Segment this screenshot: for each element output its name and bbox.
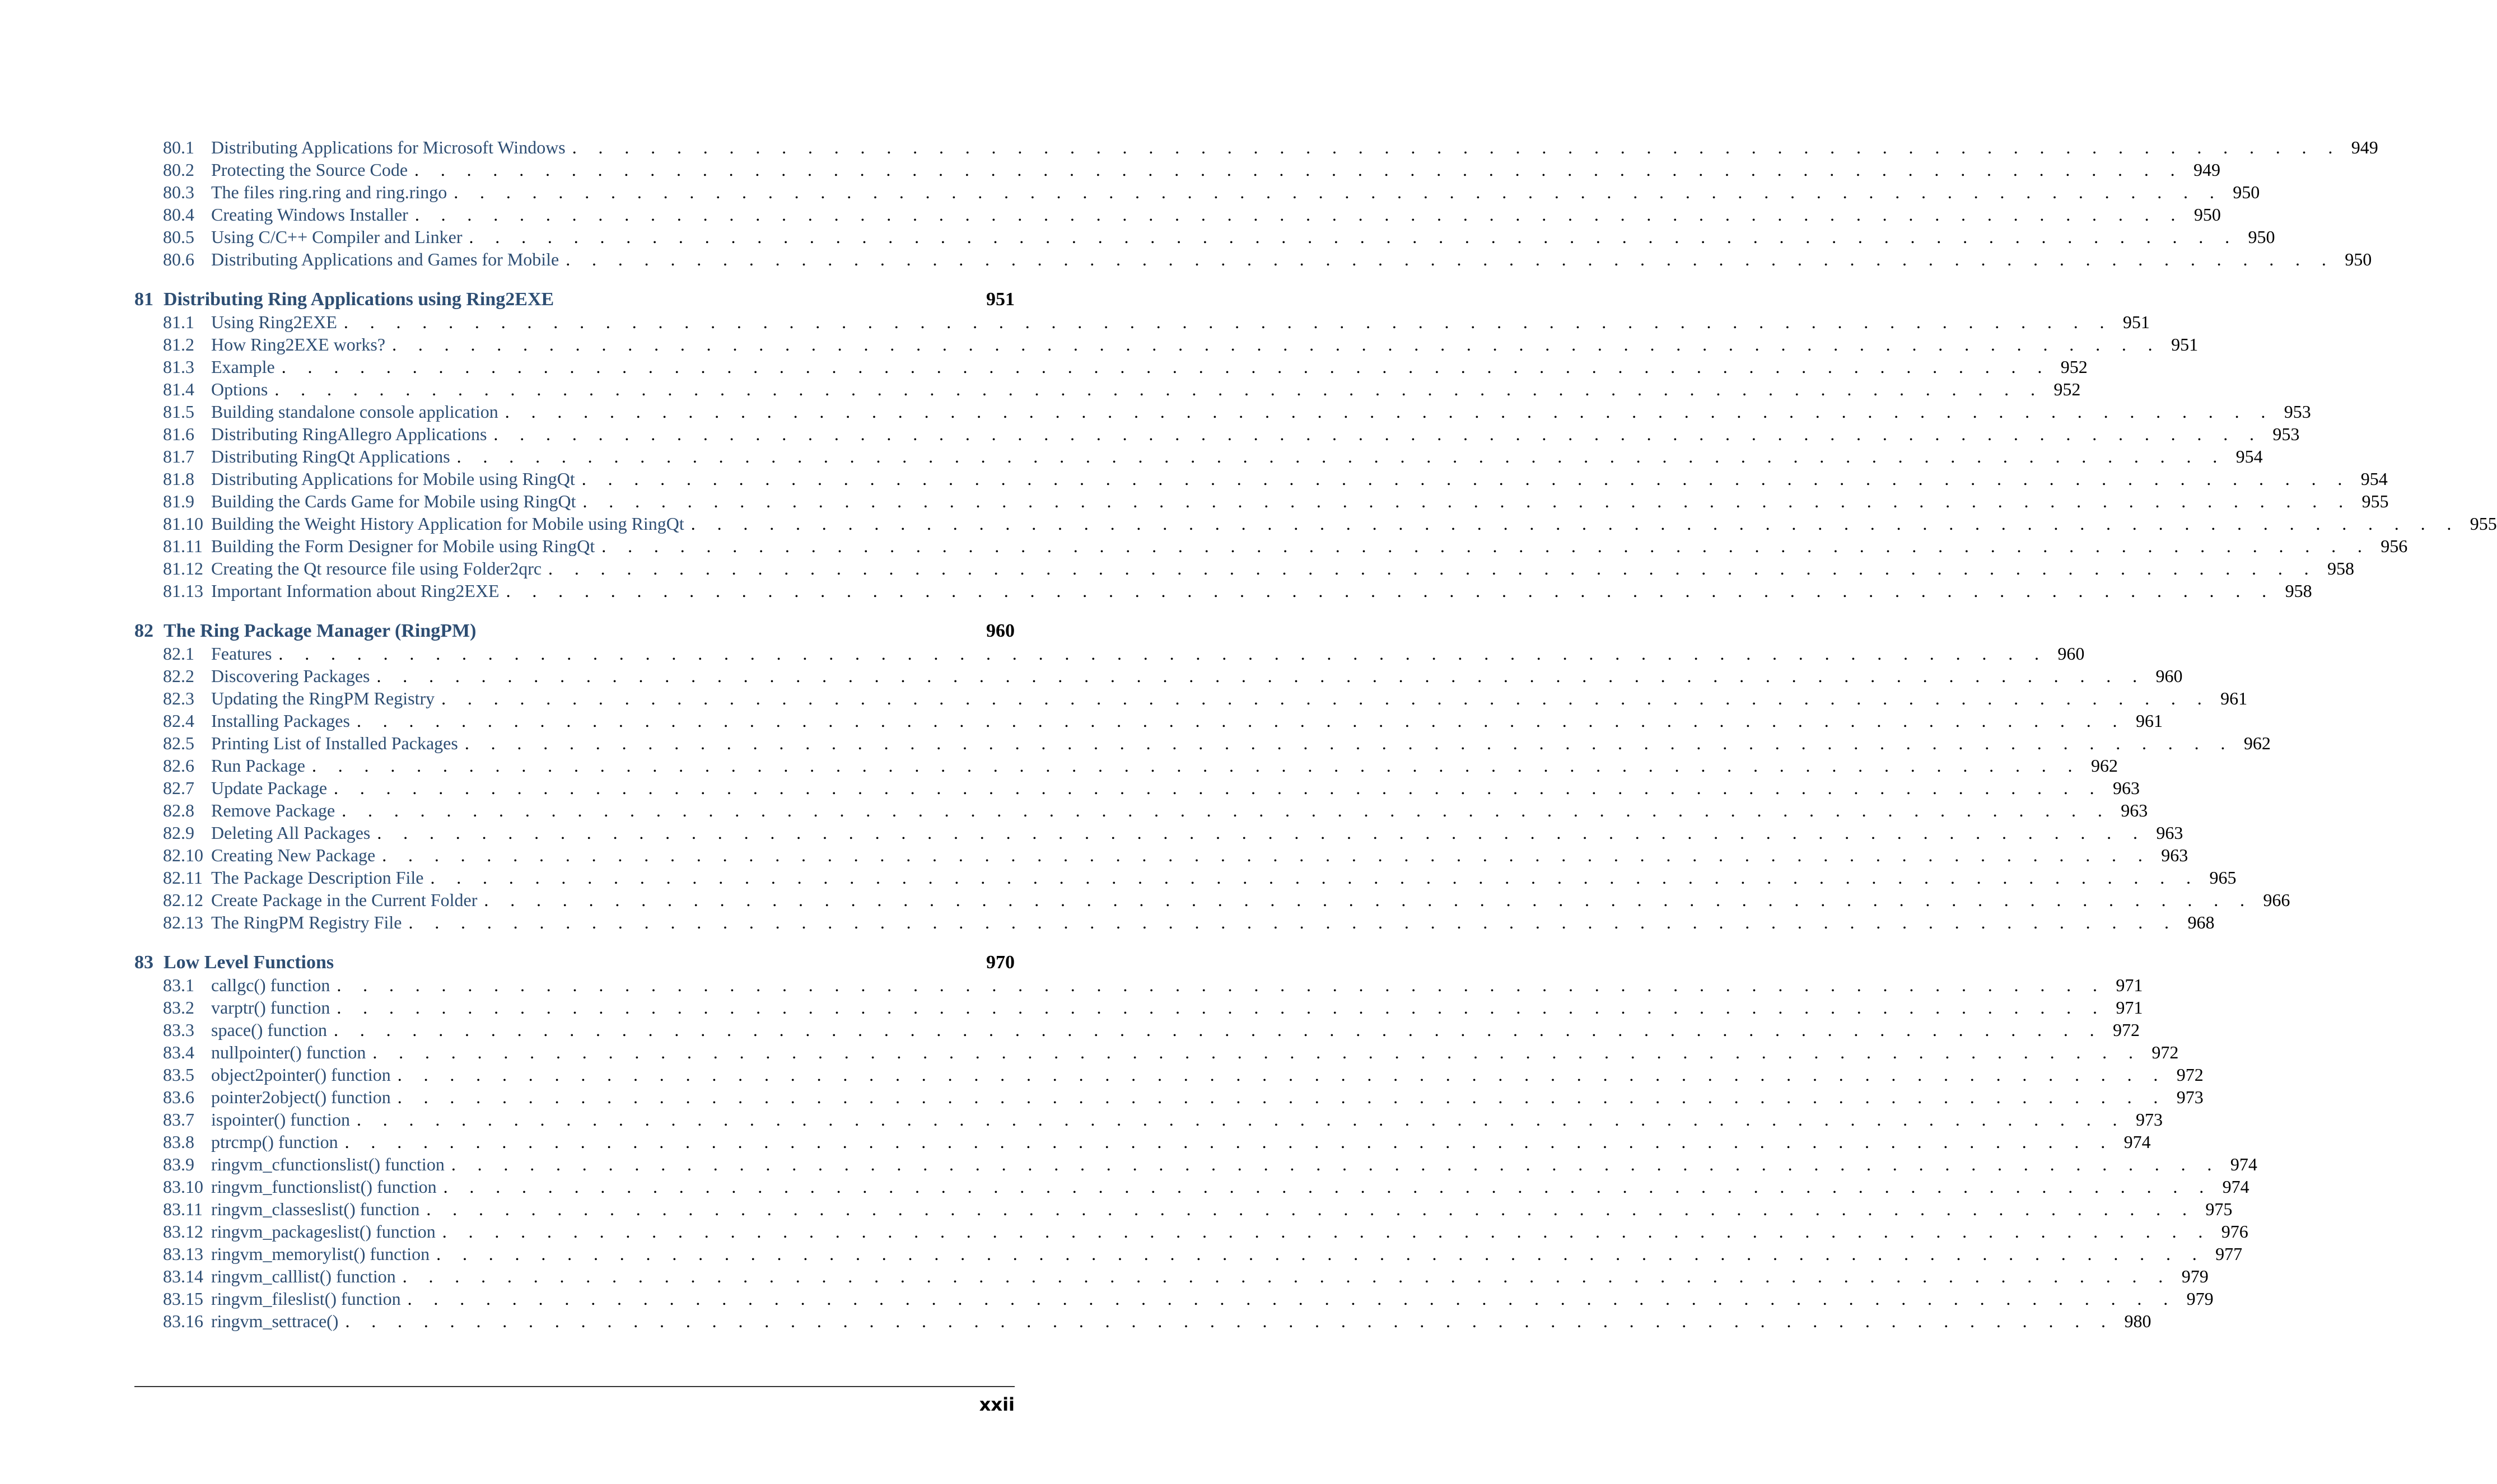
page-number: 963: [2156, 823, 2183, 843]
section-number: 80.1: [163, 137, 194, 157]
section-title-link[interactable]: ringvm_packageslist() function: [211, 1221, 436, 1242]
page-number: 974: [2230, 1154, 2257, 1174]
section-title-link[interactable]: ringvm_fileslist() function: [211, 1289, 401, 1309]
dot-leader: . . . . . . . . . . . . . . . . . . . . . . . . . . . . . . . . . . . . . . . . . . . . . . . . . . . . . . . . . . . . . . . . . . . .: [408, 912, 2178, 932]
section-title-link[interactable]: Update Package: [211, 778, 328, 798]
section-title-link[interactable]: ispointer() function: [211, 1109, 350, 1130]
section-title-link[interactable]: Options: [211, 379, 268, 399]
section-number: 82.4: [163, 711, 194, 731]
section-number: 80.6: [163, 249, 194, 269]
section-title-link[interactable]: object2pointer() function: [211, 1065, 391, 1085]
dot-leader: . . . . . . . . . . . . . . . . . . . . . . . . . . . . . . . . . . . . . . . . . . . . . . . . . . . . . . . . . . . . . . . . . . . .: [397, 1087, 2167, 1107]
toc-entry[interactable]: [134, 490, 2389, 512]
page-number: 953: [2272, 424, 2300, 444]
page-number: 979: [2186, 1289, 2214, 1309]
chapter-heading[interactable]: [134, 620, 1015, 642]
footer-divider: [134, 1386, 1015, 1387]
table-of-contents: [134, 136, 2497, 1350]
toc-entry[interactable]: [134, 777, 2140, 799]
section-title-link[interactable]: Example: [211, 357, 275, 377]
section-number: 83.1: [163, 975, 194, 995]
section-title-link[interactable]: How Ring2EXE works?: [211, 334, 386, 354]
dot-leader: . . . . . . . . . . . . . . . . . . . . . . . . . . . . . . . . . . . . . . . . . . . . . . . . . . . . . . . . . . . . . . . . . . . .: [426, 1199, 2196, 1219]
chapter-number: 82: [134, 620, 153, 641]
page-number: 953: [2284, 402, 2311, 422]
page-number: 974: [2123, 1132, 2151, 1152]
page-number: 961: [2220, 688, 2248, 708]
toc-entry[interactable]: [134, 468, 2388, 490]
section-number: 80.3: [163, 182, 194, 202]
page-number: 972: [2151, 1042, 2179, 1062]
toc-entry[interactable]: [134, 226, 2275, 248]
page-number: 954: [2360, 469, 2388, 489]
page-number: 966: [2263, 890, 2290, 910]
section-title-link[interactable]: The Package Description File: [211, 867, 424, 888]
section-title-link[interactable]: ringvm_classeslist() function: [211, 1199, 420, 1219]
section-number: 82.11: [163, 867, 203, 888]
section-title-link[interactable]: Installing Packages: [211, 711, 350, 731]
toc-entry[interactable]: [134, 181, 2260, 203]
section-number: 82.5: [163, 733, 194, 753]
toc-entry[interactable]: [134, 799, 2148, 822]
dot-leader: . . . . . . . . . . . . . . . . . . . . . . . . . . . . . . . . . . . . . . . . . . . . . . . . . . . . . . . . . . . . . . . . . . . .: [442, 1221, 2211, 1242]
dot-leader: . . . . . . . . . . . . . . . . . . . . . . . . . . . . . . . . . . . . . . . . . . . . . . . . . . . . . . . . . . . . . . . . . . . .: [397, 1065, 2167, 1085]
dot-leader: . . . . . . . . . . . . . . . . . . . . . . . . . . . . . . . . . . . . . . . . . . . . . . . . . . . . . . . . . . . . . . . . . . . .: [572, 137, 2341, 157]
page-number: 961: [2135, 711, 2163, 731]
section-title-link[interactable]: ringvm_memorylist() function: [211, 1244, 430, 1264]
chapter-title-link[interactable]: Distributing Ring Applications using Ring2EXE: [164, 289, 554, 310]
dot-leader: . . . . . . . . . . . . . . . . . . . . . . . . . . . . . . . . . . . . . . . . . . . . . . . . . . . . . . . . . . . . . . . . . . . .: [376, 666, 2146, 686]
page-number: 956: [2381, 536, 2408, 556]
chapter-entries: [134, 311, 2497, 602]
section-title-link[interactable]: varptr() function: [211, 997, 330, 1018]
section-title-link[interactable]: Creating Windows Installer: [211, 204, 408, 225]
chapter-page-number: 970: [986, 952, 1015, 973]
toc-entry[interactable]: [134, 996, 2143, 1019]
page-number: 980: [2124, 1311, 2151, 1331]
section-title-link[interactable]: ringvm_calllist() function: [211, 1266, 396, 1286]
toc-entry[interactable]: [134, 1041, 2179, 1063]
toc-entry[interactable]: [134, 1153, 2257, 1175]
section-number: 83.13: [163, 1244, 203, 1264]
page-number: 949: [2351, 137, 2378, 157]
page-number: 951: [2122, 312, 2150, 332]
section-title-link[interactable]: Updating the RingPM Registry: [211, 688, 435, 708]
section-number: 82.6: [163, 755, 194, 776]
toc-entry[interactable]: [134, 974, 2143, 996]
page-number: 952: [2060, 357, 2088, 377]
dot-leader: . . . . . . . . . . . . . . . . . . . . . . . . . . . . . . . . . . . . . . . . . . . . . . . . . . . . . . . . . . . . . . . . . . . .: [382, 845, 2151, 865]
dot-leader: . . . . . . . . . . . . . . . . . . . . . . . . . . . . . . . . . . . . . . . . . . . . . . . . . . . . . . . . . . . . . . . . . . . .: [581, 469, 2351, 489]
chapter-number: 83: [134, 952, 153, 973]
section-title-link[interactable]: Distributing RingQt Applications: [211, 446, 450, 466]
section-title-link[interactable]: Deleting All Packages: [211, 823, 371, 843]
toc-entry[interactable]: [134, 1086, 2204, 1108]
dot-leader: . . . . . . . . . . . . . . . . . . . . . . . . . . . . . . . . . . . . . . . . . . . . . . . . . . . . . . . . . . . . . . . . . . . .: [311, 755, 2081, 776]
section-number: 82.10: [163, 845, 203, 865]
page-number: 971: [2116, 997, 2143, 1018]
section-number: 82.1: [163, 643, 194, 664]
page-number: 965: [2209, 867, 2237, 888]
toc-entry[interactable]: [134, 889, 2290, 911]
chapter-83: [134, 951, 2257, 1332]
section-number: 81.4: [163, 379, 194, 399]
page-number: 950: [2193, 204, 2221, 225]
section-title-link[interactable]: Using C/C++ Compiler and Linker: [211, 227, 463, 247]
dot-leader: . . . . . . . . . . . . . . . . . . . . . . . . . . . . . . . . . . . . . . . . . . . . . . . . . . . . . . . . . . . . . . . . . . . .: [345, 1311, 2115, 1331]
page-number: 963: [2113, 778, 2140, 798]
page-number: 958: [2285, 581, 2312, 601]
chapter-entries: [134, 136, 2378, 270]
chapter-82: [134, 620, 2290, 934]
dot-leader: . . . . . . . . . . . . . . . . . . . . . . . . . . . . . . . . . . . . . . . . . . . . . . . . . . . . . . . . . . . . . . . . . . . .: [493, 424, 2263, 444]
toc-entry[interactable]: [134, 158, 2221, 181]
chapter-number: 81: [134, 289, 153, 310]
section-title-link[interactable]: Run Package: [211, 755, 305, 776]
dot-leader: . . . . . . . . . . . . . . . . . . . . . . . . . . . . . . . . . . . . . . . . . . . . . . . . . . . . . . . . . . . . . . . . . . . .: [402, 1266, 2172, 1286]
toc-entry[interactable]: [134, 844, 2188, 866]
section-title-link[interactable]: callgc() function: [211, 975, 330, 995]
page-number: 962: [2243, 733, 2271, 753]
page-number: 949: [2193, 160, 2221, 180]
dot-leader: . . . . . . . . . . . . . . . . . . . . . . . . . . . . . . . . . . . . . . . . . . . . . . . . . . . . . . . . . . . . . . . . . . . .: [377, 823, 2146, 843]
section-number: 83.8: [163, 1132, 194, 1152]
toc-entry[interactable]: [134, 687, 2248, 710]
page-number: 950: [2233, 182, 2260, 202]
toc-entry[interactable]: [134, 754, 2118, 777]
section-title-link[interactable]: Remove Package: [211, 800, 335, 820]
section-number: 81.5: [163, 402, 194, 422]
section-title-link[interactable]: Distributing Applications for Mobile using RingQt: [211, 469, 575, 489]
section-number: 80.2: [163, 160, 194, 180]
page-number: 955: [2470, 514, 2497, 534]
toc-entry[interactable]: [134, 732, 2271, 754]
section-number: 83.9: [163, 1154, 194, 1174]
section-number: 83.16: [163, 1311, 203, 1331]
chapter-page-number: 951: [986, 289, 1015, 310]
dot-leader: . . . . . . . . . . . . . . . . . . . . . . . . . . . . . . . . . . . . . . . . . . . . . . . . . . . . . . . . . . . . . . . . . . . .: [441, 688, 2211, 708]
page-number: 950: [2248, 227, 2275, 247]
chapter-81: [134, 288, 2497, 602]
dot-leader: . . . . . . . . . . . . . . . . . . . . . . . . . . . . . . . . . . . . . . . . . . . . . . . . . . . . . . . . . . . . . . . . . . . .: [407, 1289, 2177, 1309]
section-number: 83.12: [163, 1221, 203, 1242]
section-number: 81.9: [163, 491, 194, 511]
page-number: 972: [2113, 1020, 2140, 1040]
section-title-link[interactable]: space() function: [211, 1020, 328, 1040]
toc-entry[interactable]: [134, 710, 2163, 732]
page-number: 973: [2135, 1109, 2163, 1130]
page-number: 952: [2053, 379, 2081, 399]
dot-leader: . . . . . . . . . . . . . . . . . . . . . . . . . . . . . . . . . . . . . . . . . . . . . . . . . . . . . . . . . . . . . . . . . . . .: [278, 643, 2048, 664]
page-number: 963: [2161, 845, 2188, 865]
section-number: 83.2: [163, 997, 194, 1018]
section-title-link[interactable]: nullpointer() function: [211, 1042, 366, 1062]
toc-entry[interactable]: [134, 1131, 2151, 1153]
chapter-entries: [134, 974, 2257, 1332]
section-number: 83.10: [163, 1177, 203, 1197]
dot-leader: . . . . . . . . . . . . . . . . . . . . . . . . . . . . . . . . . . . . . . . . . . . . . . . . . . . . . . . . . . . . . . . . . . . .: [601, 536, 2371, 556]
page-number: 972: [2176, 1065, 2204, 1085]
section-title-link[interactable]: Printing List of Installed Packages: [211, 733, 458, 753]
chapter-heading[interactable]: [134, 951, 1015, 974]
toc-entry[interactable]: [134, 1220, 2248, 1243]
section-number: 83.11: [163, 1199, 203, 1219]
toc-entry[interactable]: [134, 1243, 2243, 1265]
page-number: 973: [2176, 1087, 2204, 1107]
section-title-link[interactable]: The files ring.ring and ring.ringo: [211, 182, 447, 202]
dot-leader: . . . . . . . . . . . . . . . . . . . . . . . . . . . . . . . . . . . . . . . . . . . . . . . . . . . . . . . . . . . . . . . . . . . .: [582, 491, 2352, 511]
toc-entry[interactable]: [134, 1063, 2204, 1086]
section-number: 82.12: [163, 890, 203, 910]
toc-entry[interactable]: [134, 400, 2311, 423]
page-number: 950: [2345, 249, 2372, 269]
page-number: 977: [2215, 1244, 2243, 1264]
section-title-link[interactable]: ringvm_cfunctionslist() function: [211, 1154, 445, 1174]
dot-leader: . . . . . . . . . . . . . . . . . . . . . . . . . . . . . . . . . . . . . . . . . . . . . . . . . . . . . . . . . . . . . . . . . . . .: [337, 997, 2106, 1018]
dot-leader: . . . . . . . . . . . . . . . . . . . . . . . . . . . . . . . . . . . . . . . . . . . . . . . . . . . . . . . . . . . . . . . . . . . .: [414, 160, 2184, 180]
toc-entry[interactable]: [134, 557, 2355, 580]
dot-leader: . . . . . . . . . . . . . . . . . . . . . . . . . . . . . . . . . . . . . . . . . . . . . . . . . . . . . . . . . . . . . . . . . . . .: [456, 446, 2226, 466]
section-title-link[interactable]: Distributing Applications and Games for Mobile: [211, 249, 559, 269]
section-number: 82.2: [163, 666, 194, 686]
toc-entry[interactable]: [134, 642, 2085, 665]
dot-leader: . . . . . . . . . . . . . . . . . . . . . . . . . . . . . . . . . . . . . . . . . . . . . . . . . . . . . . . . . . . . . . . . . . . .: [505, 402, 2274, 422]
toc-entry[interactable]: [134, 136, 2378, 158]
dot-leader: . . . . . . . . . . . . . . . . . . . . . . . . . . . . . . . . . . . . . . . . . . . . . . . . . . . . . . . . . . . . . . . . . . . .: [414, 204, 2184, 225]
dot-leader: . . . . . . . . . . . . . . . . . . . . . . . . . . . . . . . . . . . . . . . . . . . . . . . . . . . . . . . . . . . . . . . . . . . .: [344, 1132, 2114, 1152]
dot-leader: . . . . . . . . . . . . . . . . . . . . . . . . . . . . . . . . . . . . . . . . . . . . . . . . . . . . . . . . . . . . . . . . . . . .: [548, 558, 2318, 578]
toc-entry[interactable]: [134, 333, 2199, 356]
page-footer: [134, 1386, 1015, 1415]
page-number: 960: [2155, 666, 2183, 686]
dot-leader: . . . . . . . . . . . . . . . . . . . . . . . . . . . . . . . . . . . . . . . . . . . . . . . . . . . . . . . . . . . . . . . . . . . .: [506, 581, 2275, 601]
page-number: 962: [2090, 755, 2118, 776]
dot-leader: . . . . . . . . . . . . . . . . . . . . . . . . . . . . . . . . . . . . . . . . . . . . . . . . . . . . . . . . . . . . . . . . . . . .: [430, 867, 2200, 888]
dot-leader: . . . . . . . . . . . . . . . . . . . . . . . . . . . . . . . . . . . . . . . . . . . . . . . . . . . . . . . . . . . . . . . . . . . .: [484, 890, 2253, 910]
dot-leader: . . . . . . . . . . . . . . . . . . . . . . . . . . . . . . . . . . . . . . . . . . . . . . . . . . . . . . . . . . . . . . . . . . . .: [443, 1177, 2213, 1197]
section-number: 82.7: [163, 778, 194, 798]
page-number: 963: [2121, 800, 2148, 820]
dot-leader: . . . . . . . . . . . . . . . . . . . . . . . . . . . . . . . . . . . . . . . . . . . . . . . . . . . . . . . . . . . . . . . . . . . .: [356, 1109, 2126, 1130]
section-title-link[interactable]: pointer2object() function: [211, 1087, 391, 1107]
section-title-link[interactable]: Using Ring2EXE: [211, 312, 337, 332]
page-number: 979: [2181, 1266, 2209, 1286]
section-title-link[interactable]: ptrcmp() function: [211, 1132, 338, 1152]
toc-entry[interactable]: [134, 1175, 2249, 1198]
section-title-link[interactable]: Create Package in the Current Folder: [211, 890, 478, 910]
section-number: 81.11: [163, 536, 203, 556]
section-title-link[interactable]: Protecting the Source Code: [211, 160, 408, 180]
toc-entry[interactable]: [134, 1265, 2209, 1287]
section-title-link[interactable]: Creating the Qt resource file using Folder2qrc: [211, 558, 542, 578]
page-number: 971: [2116, 975, 2143, 995]
section-number: 81.2: [163, 334, 194, 354]
section-number: 81.1: [163, 312, 194, 332]
section-title-link[interactable]: Distributing Applications for Microsoft Windows: [211, 137, 566, 157]
section-number: 82.3: [163, 688, 194, 708]
toc-entry[interactable]: [134, 665, 2183, 687]
chapter-title-link[interactable]: The Ring Package Manager (RingPM): [164, 620, 477, 641]
chapter-title-link[interactable]: Low Level Functions: [164, 952, 334, 973]
dot-leader: . . . . . . . . . . . . . . . . . . . . . . . . . . . . . . . . . . . . . . . . . . . . . . . . . . . . . . . . . . . . . . . . . . . .: [469, 227, 2238, 247]
section-title-link[interactable]: Discovering Packages: [211, 666, 370, 686]
dot-leader: . . . . . . . . . . . . . . . . . . . . . . . . . . . . . . . . . . . . . . . . . . . . . . . . . . . . . . . . . . . . . . . . . . . .: [372, 1042, 2142, 1062]
toc-entry[interactable]: [134, 445, 2263, 468]
section-number: 83.14: [163, 1266, 203, 1286]
dot-leader: . . . . . . . . . . . . . . . . . . . . . . . . . . . . . . . . . . . . . . . . . . . . . . . . . . . . . . . . . . . . . . . . . . . .: [334, 778, 2103, 798]
section-number: 83.5: [163, 1065, 194, 1085]
page-number: 954: [2235, 446, 2263, 466]
toc-entry[interactable]: [134, 535, 2408, 557]
page-number: 958: [2327, 558, 2355, 578]
section-title-link[interactable]: Important Information about Ring2EXE: [211, 581, 500, 601]
chapter-entries: [134, 642, 2290, 934]
section-title-link[interactable]: Building the Weight History Application for Mobile using RingQt: [211, 514, 684, 534]
section-number: 81.7: [163, 446, 194, 466]
section-number: 81.6: [163, 424, 194, 444]
toc-entry[interactable]: [134, 356, 2088, 378]
toc-entry[interactable]: [134, 1108, 2163, 1131]
section-number: 83.15: [163, 1289, 203, 1309]
dot-leader: . . . . . . . . . . . . . . . . . . . . . . . . . . . . . . . . . . . . . . . . . . . . . . . . . . . . . . . . . . . . . . . . . . . .: [690, 514, 2460, 534]
footer-page-number: xxii: [979, 1394, 1015, 1415]
dot-leader: . . . . . . . . . . . . . . . . . . . . . . . . . . . . . . . . . . . . . . . . . . . . . . . . . . . . . . . . . . . . . . . . . . . .: [334, 1020, 2103, 1040]
chapter-page-number: 960: [986, 620, 1015, 641]
section-number: 81.12: [163, 558, 203, 578]
section-title-link[interactable]: The RingPM Registry File: [211, 912, 402, 932]
section-title-link[interactable]: ringvm_functionslist() function: [211, 1177, 437, 1197]
section-title-link[interactable]: Distributing RingAllegro Applications: [211, 424, 487, 444]
dot-leader: . . . . . . . . . . . . . . . . . . . . . . . . . . . . . . . . . . . . . . . . . . . . . . . . . . . . . . . . . . . . . . . . . . . .: [356, 711, 2126, 731]
section-number: 82.8: [163, 800, 194, 820]
toc-entry[interactable]: [134, 423, 2300, 445]
dot-leader: . . . . . . . . . . . . . . . . . . . . . . . . . . . . . . . . . . . . . . . . . . . . . . . . . . . . . . . . . . . . . . . . . . . .: [392, 334, 2162, 354]
toc-entry[interactable]: [134, 512, 2497, 535]
toc-entry[interactable]: [134, 1198, 2233, 1220]
dot-leader: . . . . . . . . . . . . . . . . . . . . . . . . . . . . . . . . . . . . . . . . . . . . . . . . . . . . . . . . . . . . . . . . . . . .: [451, 1154, 2220, 1174]
toc-entry[interactable]: [134, 580, 2312, 602]
page-number: 960: [2057, 643, 2085, 664]
section-number: 80.4: [163, 204, 194, 225]
toc-entry[interactable]: [134, 1310, 2151, 1332]
toc-entry[interactable]: [134, 1287, 2214, 1310]
page-number: 955: [2361, 491, 2389, 511]
page-number: 951: [2171, 334, 2199, 354]
section-number: 81.13: [163, 581, 203, 601]
toc-entry[interactable]: [134, 203, 2221, 226]
page-number: 974: [2222, 1177, 2249, 1197]
dot-leader: . . . . . . . . . . . . . . . . . . . . . . . . . . . . . . . . . . . . . . . . . . . . . . . . . . . . . . . . . . . . . . . . . . . .: [281, 357, 2051, 377]
section-title-link[interactable]: Building standalone console application: [211, 402, 498, 422]
page-number: 976: [2221, 1221, 2248, 1242]
section-number: 82.9: [163, 823, 194, 843]
dot-leader: . . . . . . . . . . . . . . . . . . . . . . . . . . . . . . . . . . . . . . . . . . . . . . . . . . . . . . . . . . . . . . . . . . . .: [566, 249, 2335, 269]
chapter-heading[interactable]: [134, 288, 1015, 311]
section-number: 83.6: [163, 1087, 194, 1107]
page-number: 975: [2205, 1199, 2233, 1219]
dot-leader: . . . . . . . . . . . . . . . . . . . . . . . . . . . . . . . . . . . . . . . . . . . . . . . . . . . . . . . . . . . . . . . . . . . .: [436, 1244, 2206, 1264]
section-title-link[interactable]: Building the Cards Game for Mobile using RingQt: [211, 491, 576, 511]
dot-leader: . . . . . . . . . . . . . . . . . . . . . . . . . . . . . . . . . . . . . . . . . . . . . . . . . . . . . . . . . . . . . . . . . . . .: [343, 312, 2113, 332]
dot-leader: . . . . . . . . . . . . . . . . . . . . . . . . . . . . . . . . . . . . . . . . . . . . . . . . . . . . . . . . . . . . . . . . . . . .: [274, 379, 2044, 399]
toc-entry[interactable]: [134, 911, 2215, 934]
chapter-80-continued: [134, 136, 2378, 270]
section-title-link[interactable]: Features: [211, 643, 272, 664]
section-number: 83.7: [163, 1109, 194, 1130]
section-number: 80.5: [163, 227, 194, 247]
dot-leader: . . . . . . . . . . . . . . . . . . . . . . . . . . . . . . . . . . . . . . . . . . . . . . . . . . . . . . . . . . . . . . . . . . . .: [454, 182, 2223, 202]
toc-entry[interactable]: [134, 311, 2150, 333]
toc-entry[interactable]: [134, 866, 2237, 889]
toc-entry[interactable]: [134, 1019, 2140, 1041]
dot-leader: . . . . . . . . . . . . . . . . . . . . . . . . . . . . . . . . . . . . . . . . . . . . . . . . . . . . . . . . . . . . . . . . . . . .: [342, 800, 2111, 820]
section-number: 81.8: [163, 469, 194, 489]
section-title-link[interactable]: ringvm_settrace(): [211, 1311, 339, 1331]
section-title-link[interactable]: Building the Form Designer for Mobile using RingQt: [211, 536, 595, 556]
section-number: 82.13: [163, 912, 203, 932]
section-title-link[interactable]: Creating New Package: [211, 845, 376, 865]
section-number: 81.3: [163, 357, 194, 377]
section-number: 81.10: [163, 514, 203, 534]
section-number: 83.4: [163, 1042, 194, 1062]
dot-leader: . . . . . . . . . . . . . . . . . . . . . . . . . . . . . . . . . . . . . . . . . . . . . . . . . . . . . . . . . . . . . . . . . . . .: [464, 733, 2234, 753]
page-number: 968: [2187, 912, 2215, 932]
toc-entry[interactable]: [134, 248, 2372, 270]
section-number: 83.3: [163, 1020, 194, 1040]
dot-leader: . . . . . . . . . . . . . . . . . . . . . . . . . . . . . . . . . . . . . . . . . . . . . . . . . . . . . . . . . . . . . . . . . . . .: [337, 975, 2106, 995]
toc-entry[interactable]: [134, 822, 2183, 844]
toc-entry[interactable]: [134, 378, 2081, 400]
